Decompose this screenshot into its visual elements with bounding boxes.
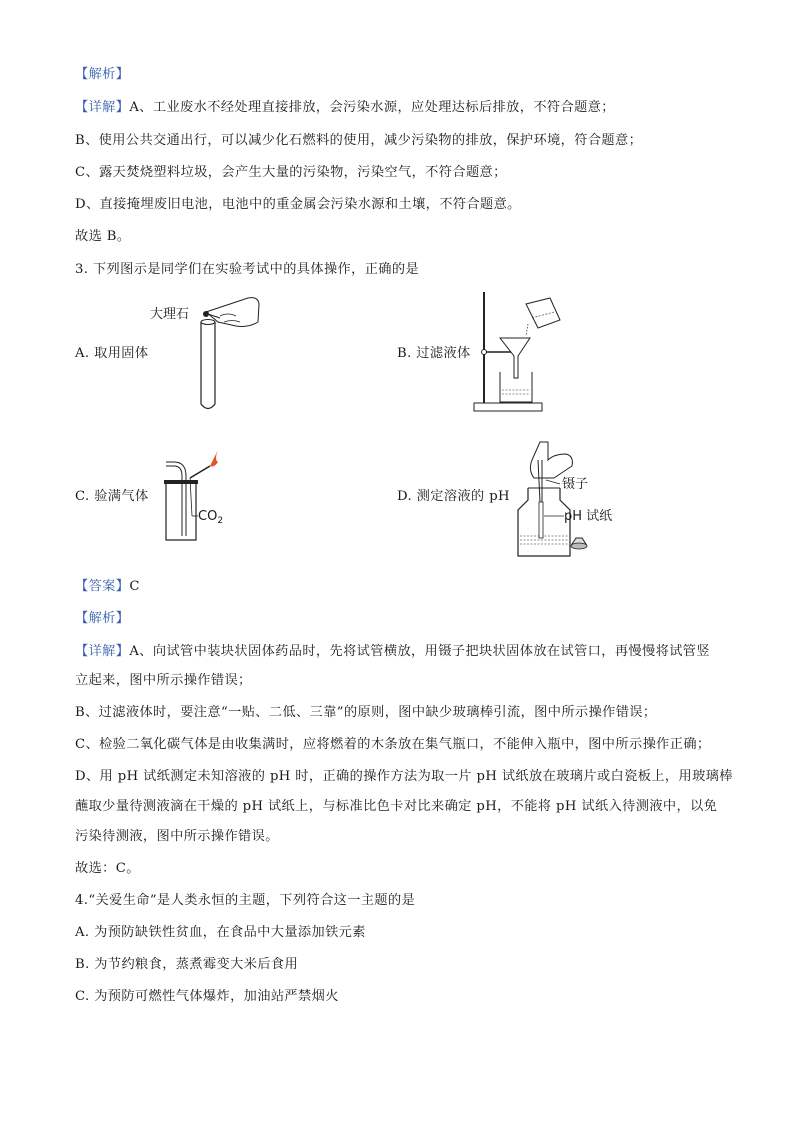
flame-icon — [210, 450, 218, 467]
question-4-stem: 4.“关爱生命”是人类永恒的主题，下列符合这一主题的是 — [75, 893, 416, 908]
detail-line-c: C、露天焚烧塑料垃圾，会产生大量的污染物，污染空气，不符合题意； — [75, 165, 507, 180]
detail-line-a — [75, 99, 615, 117]
detail-line-b: B、过滤液体时，要注意“一贴、二低、三靠”的原则，图中缺少玻璃棒引流，图中所示操作错误； — [75, 705, 657, 720]
co2-label: $CO_2$ — [198, 509, 224, 526]
detail-line-d2: 蘸取少量待测液滴在干燥的 pH 试纸上，与标准比色卡对比来确定 pH，不能将 pH 试纸入待测液中，以免 — [75, 799, 718, 814]
q4-option-a: A. 为预防缺铁性贫血，在食品中大量添加铁元素 — [75, 925, 366, 940]
match-icon — [190, 466, 210, 478]
stand-base — [474, 403, 542, 411]
pouring-beaker-icon — [526, 298, 560, 328]
detail-line-b: B、使用公共交通出行，可以减少化石燃料的使用，减少污染物的排放，保护环境，符合题意； — [75, 133, 643, 148]
test-tube-icon — [201, 322, 215, 409]
detail-line-d: D、直接掩埋废旧电池，电池中的重金属会污染水源和土壤，不符合题意。 — [75, 197, 521, 212]
answer-tag: 【答案】 — [75, 579, 130, 594]
figure-filter-liquid — [470, 290, 570, 415]
option-c-label: C. 验满气体 — [75, 489, 149, 504]
tweezers-label: 镊子 — [562, 477, 589, 492]
ph-paper-label: pH 试纸 — [564, 509, 613, 524]
option-b-label: B. 过滤液体 — [397, 346, 471, 361]
figure-gas-full-test — [160, 448, 240, 543]
marble-label: 大理石 — [150, 307, 190, 322]
detail-line-a1 — [75, 643, 710, 661]
marble-chunk-icon — [203, 311, 209, 317]
conclusion: 故选 B。 — [75, 229, 131, 244]
figure-ph-test — [514, 440, 624, 558]
detail-line-c: C、检验二氧化碳气体是由收集满时，应将燃着的木条放在集气瓶口，不能伸入瓶中，图中所示操作正确； — [75, 737, 711, 752]
ph-paper-icon — [539, 502, 543, 538]
option-a-label: A. 取用固体 — [75, 346, 149, 361]
question-3-stem: 3. 下列图示是同学们在实验考试中的具体操作，正确的是 — [75, 262, 420, 277]
analysis-heading: 【解析】 — [75, 67, 130, 82]
conclusion: 故选：C。 — [75, 861, 140, 876]
detail-text: A、向试管中装块状固体药品时，先将试管横放，用镊子把块状固体放在试管口，再慢慢将试管竖 — [129, 644, 710, 659]
detail-tag: 【详解】 — [75, 644, 130, 659]
answer-value: C — [129, 579, 140, 594]
option-d-label: D. 测定溶液的 pH — [397, 489, 510, 504]
detail-line-d1: D、用 pH 试纸测定未知溶液的 pH 时，正确的操作方法为取一片 pH 试纸放在玻璃片或白瓷板上，用玻璃棒 — [75, 769, 733, 784]
detail-text: A、工业废水不经处理直接排放，会污染水源，应处理达标后排放，不符合题意； — [129, 100, 615, 115]
q4-option-c: C. 为预防可燃性气体爆炸，加油站严禁烟火 — [75, 989, 339, 1004]
detail-line-d3: 污染待测液，图中所示操作错误。 — [75, 829, 279, 844]
figure-take-solid — [148, 292, 260, 414]
q4-option-b: B. 为节约粮食，蒸煮霉变大米后食用 — [75, 957, 299, 972]
detail-tag: 【详解】 — [75, 100, 130, 115]
detail-line-a2: 立起来，图中所示操作错误； — [75, 673, 252, 688]
reagent-bottle-icon — [518, 488, 570, 556]
hand-icon — [530, 442, 572, 478]
answer-line — [75, 578, 140, 596]
analysis-heading: 【解析】 — [75, 611, 130, 626]
funnel-icon — [500, 338, 530, 378]
